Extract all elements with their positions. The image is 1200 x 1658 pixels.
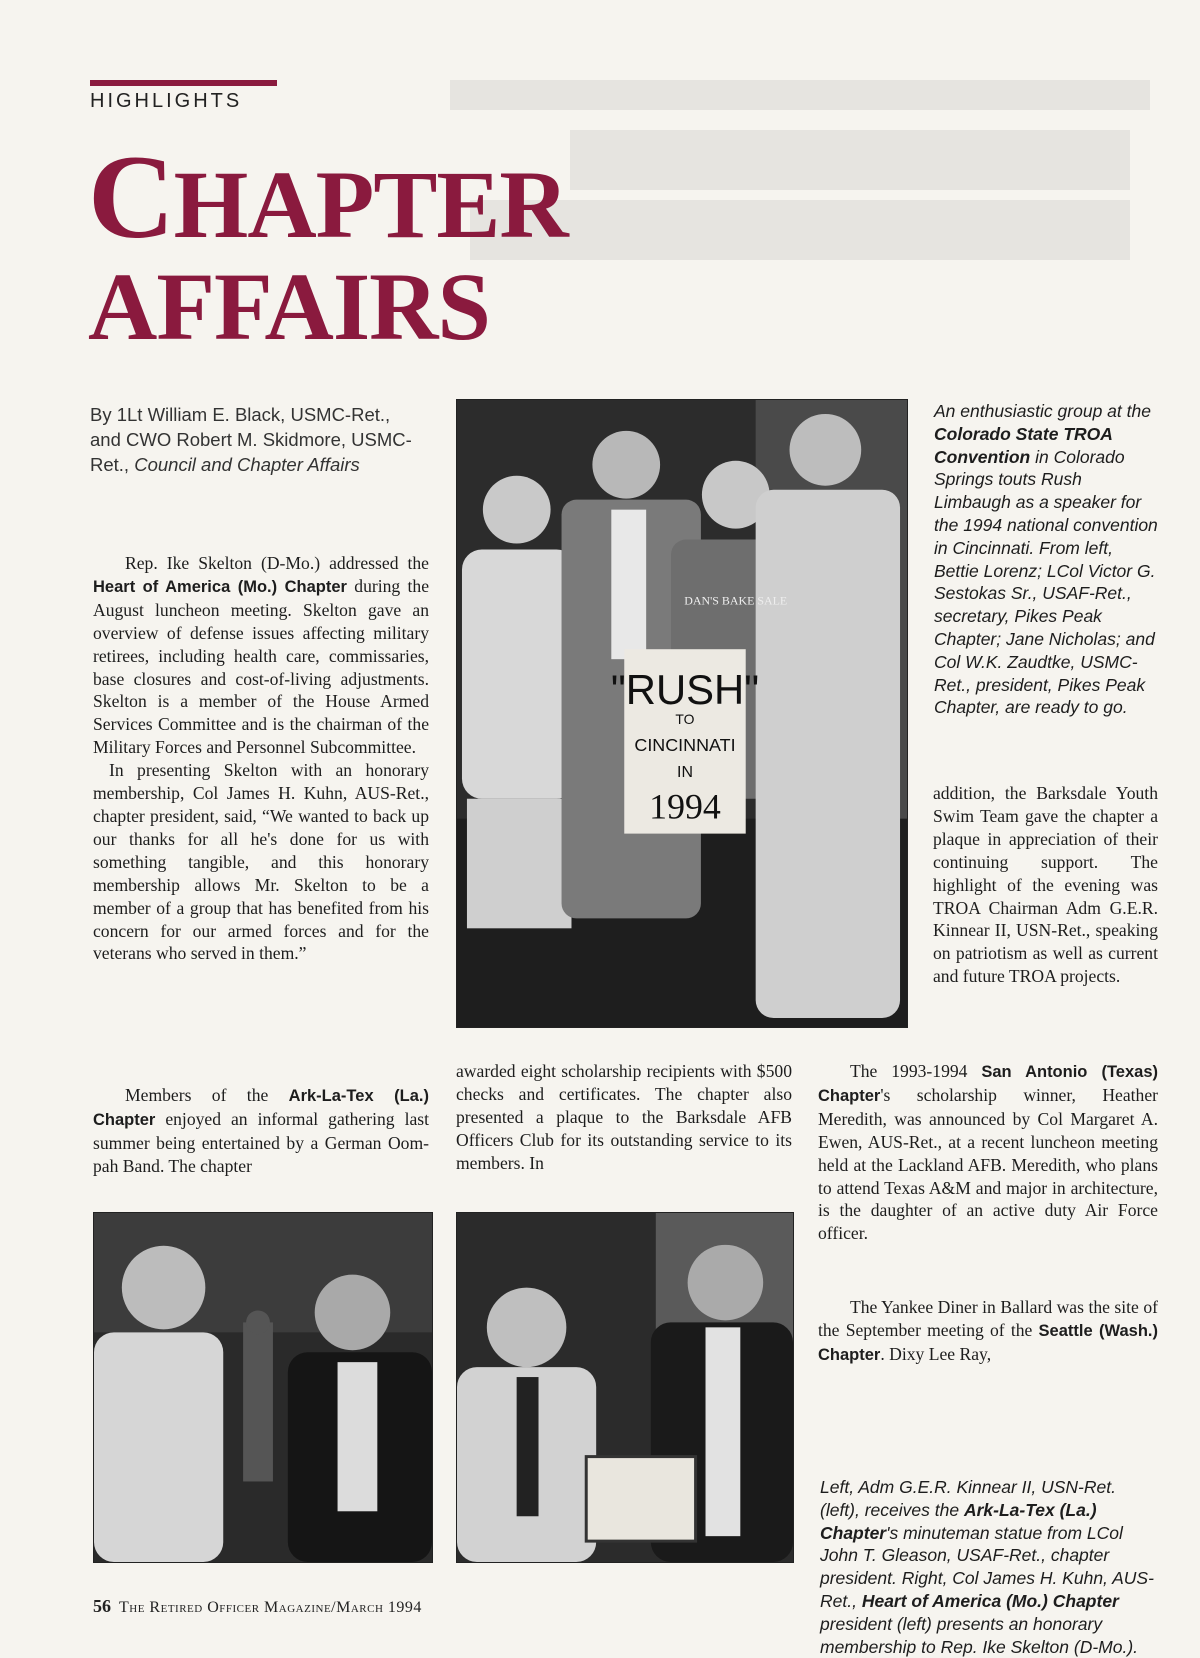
paragraph-kuhn-quote: In presenting Skelton with an honorary membership, Col James H. Kuhn, AUS-Ret., chapter president, said, “We wanted to back up our thanks for all he's done for us with something tangible, and this honorary membership allows Mr. Skelton to be a member of a group that has benefited from his concern for our armed forces and for the veterans who served in them.” <box>93 760 429 964</box>
article-column-3-lower <box>818 1060 1158 1245</box>
caption-top-photo: An enthusiastic group at the Colorado State TROA Convention in Colorado Springs touts Rush Limbaugh as a speaker for the 1994 national convention in Cincinnati. From left, Bettie Lorenz; LCol Victor G. Sestokas Sr., USAF-Ret., secretary, Pikes Peak Chapter; Jane Nicholas; and Col W.K. Zaudtke, USMC-Ret., president, Pikes Peak Chapter, are ready to go. <box>934 401 1158 718</box>
paragraph-san-antonio: The 1993-1994 San Antonio (Texas) Chapter's scholarship winner, Heather Meredith, was announced by Col Margaret A. Ewen, AUS-Ret., at a recent luncheon meeting held at the Lackland AFB. Meredith, who plans to attend Texas A&M and major in architecture, is the daughter of an active duty Air Force officer. <box>818 1061 1158 1244</box>
paragraph-ark-la-tex-end: addition, the Barksdale Youth Swim Team gave the chapter a plaque in appreciation of their continuing support. The highlight of the evening was TROA Chairman Adm G.E.R. Kinnear II, USN-Ret., speaking on patriotism as well as current and future TROA projects. <box>933 783 1158 987</box>
section-kicker: HIGHLIGHTS <box>90 90 243 112</box>
sign-rush: "RUSH" <box>610 666 760 714</box>
article-column-1 <box>93 552 429 965</box>
article-column-3-seattle <box>818 1296 1158 1367</box>
title-drop-letter: C <box>88 130 174 263</box>
article-column-3-upper <box>933 782 1158 988</box>
caption-bottom-photos: Left, Adm G.E.R. Kinnear II, USN-Ret. (left), receives the Ark-La-Tex (La.) Chapter's minuteman statue from LCol John T. Gleason, USAF-Ret., chapter president. Right, Col James H. Kuhn, AUS-Ret., Heart of America (Mo.) Chapter president (left) presents an honorary membership to Rep. Ike Skelton (D-Mo.). <box>820 1477 1154 1657</box>
sign-year: 1994 <box>649 786 721 827</box>
photo-honorary-membership <box>456 1212 794 1563</box>
paragraph-heart-of-america: Rep. Ike Skelton (D-Mo.) addressed the Heart of America (Mo.) Chapter during the August luncheon meeting. Skelton gave an overview of defense issues affecting military retirees, including health care, commissaries, base closures and cost-of-living adjustments. Skelton is a member of the House Armed Services Committee and is the chairman of the Military Forces and Personnel Subcommittee. <box>93 553 430 758</box>
article-column-2 <box>456 1060 792 1175</box>
sign-in: IN <box>677 763 693 781</box>
title-line2: AFFAIRS <box>88 253 490 360</box>
page-number: 56 <box>93 1596 111 1616</box>
page-title <box>88 130 568 360</box>
paragraph-ark-la-tex: Members of the Ark-La-Tex (La.) Chapter enjoyed an informal gathering last summer being entertained by a German Oom-pah Band. The chapter <box>93 1085 429 1176</box>
title-line1: HAPTER <box>173 151 568 258</box>
header-rule <box>90 80 277 86</box>
photo-rush-sign-group <box>456 399 908 1028</box>
byline <box>90 402 420 477</box>
article-column-1-lower <box>93 1084 429 1178</box>
page-footer <box>93 1596 422 1617</box>
byline-role: Council and Chapter Affairs <box>134 454 360 475</box>
shirt-text: DAN'S BAKE SALE <box>684 593 788 608</box>
paragraph-seattle: The Yankee Diner in Ballard was the site of the September meeting of the Seattle (Wash.) Chapter. Dixy Lee Ray, <box>818 1297 1158 1364</box>
publication-name: The Retired Officer Magazine/March 1994 <box>119 1599 422 1616</box>
paragraph-ark-la-tex-cont: awarded eight scholarship recipients with $500 checks and certificates. The chapter also presented a plaque to the Barksdale AFB Officers Club for its outstanding service to its members. In <box>456 1061 792 1173</box>
byline-authors: By 1Lt William E. Black, USMC-Ret., and CWO Robert M. Skidmore, USMC-Ret., <box>90 404 412 475</box>
sign-to: TO <box>675 710 695 727</box>
photo-minuteman-statue <box>93 1212 433 1563</box>
sign-city: CINCINNATI <box>634 734 736 755</box>
